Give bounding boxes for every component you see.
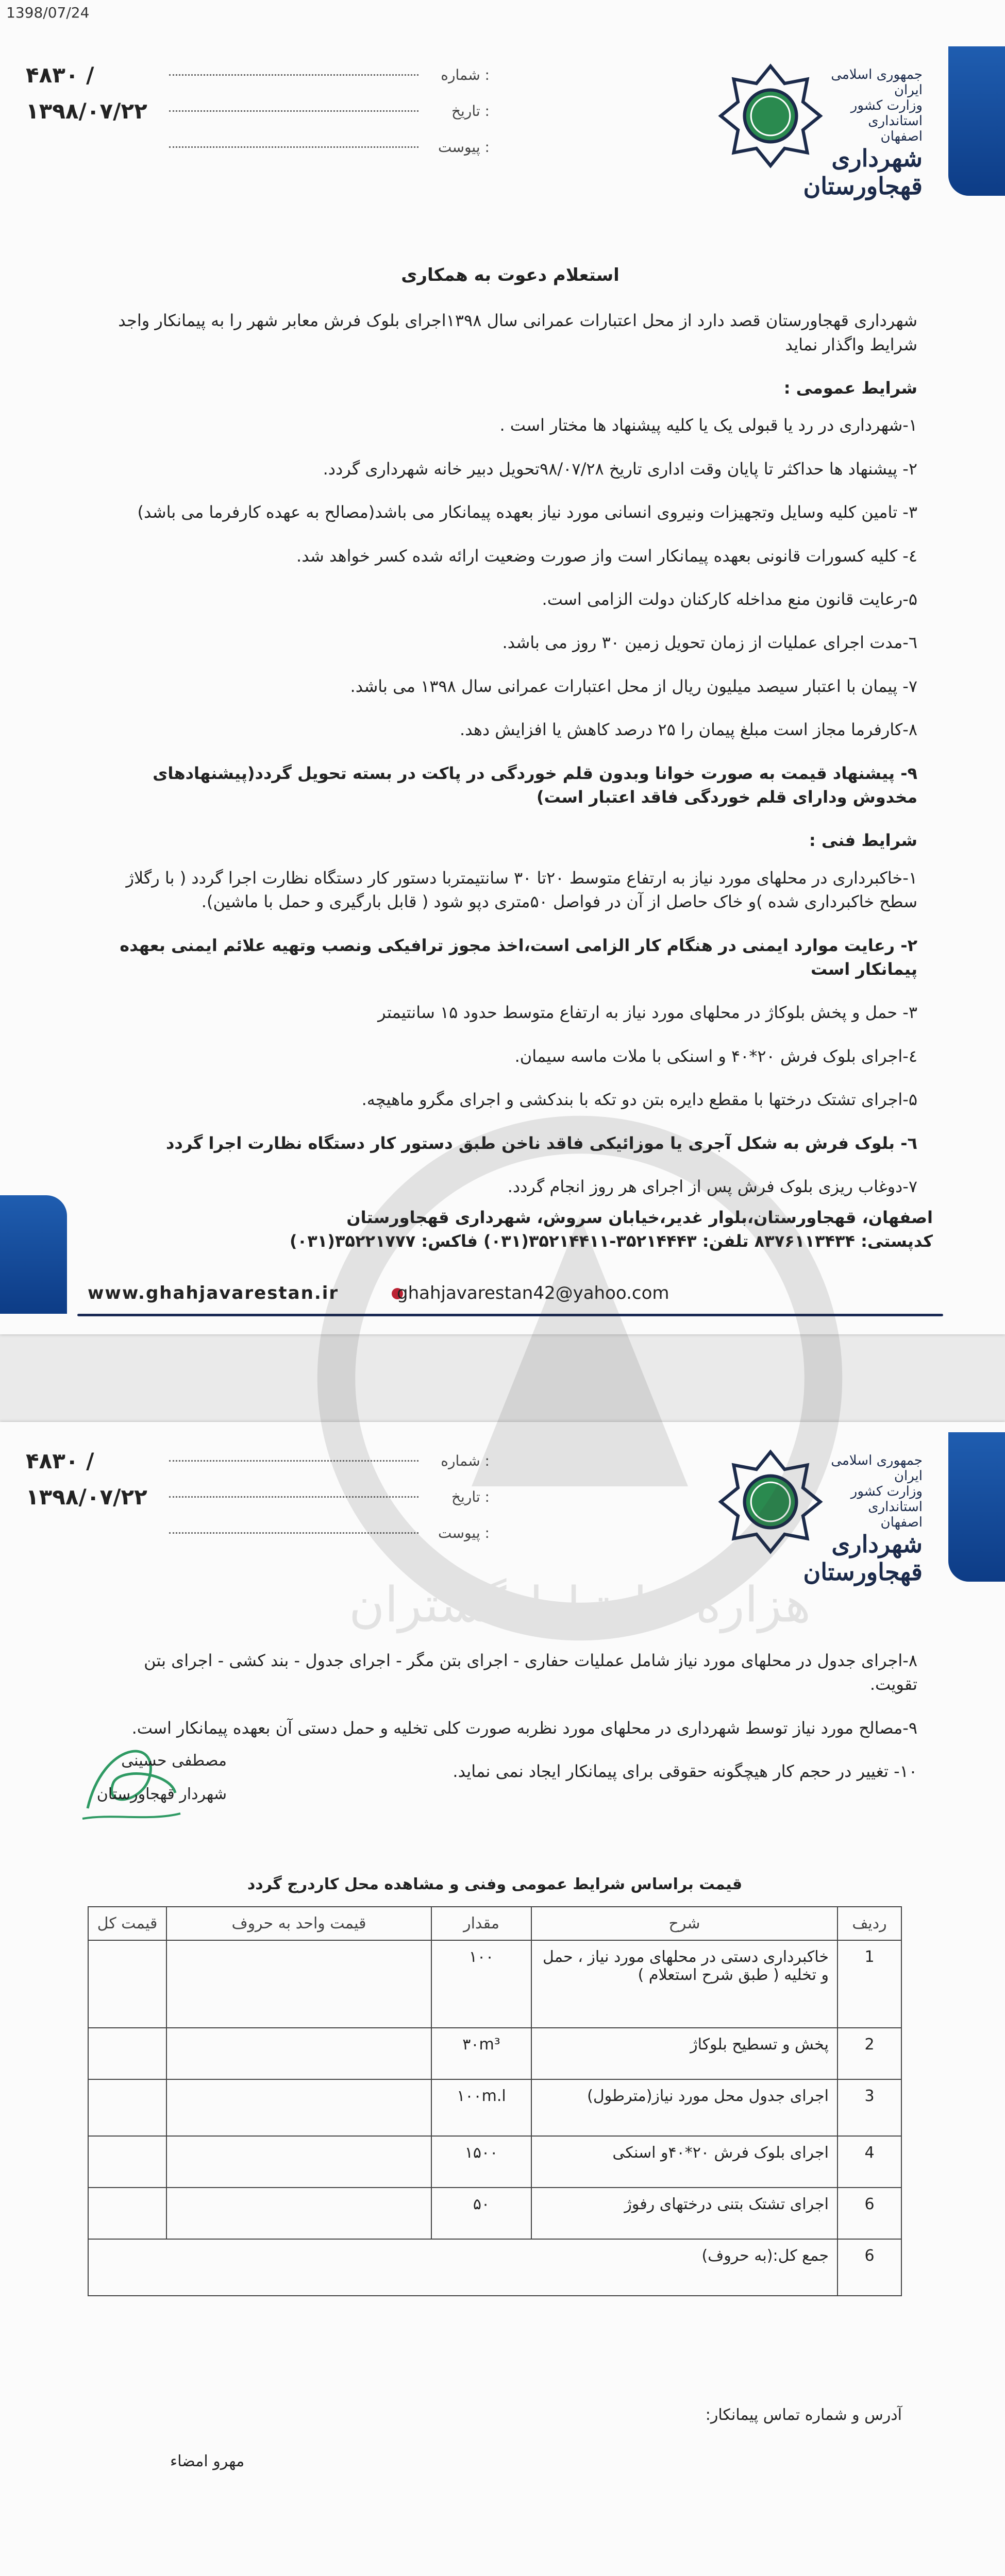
general-item: ٦-مدت اجرای عملیات از زمان تحویل زمین ۳۰ روز می باشد. bbox=[502, 633, 917, 653]
date-label: تاریخ : bbox=[451, 102, 490, 120]
meta-number-row bbox=[26, 57, 490, 93]
row-total-price[interactable] bbox=[88, 2028, 166, 2079]
col-description: شرح bbox=[531, 1907, 837, 1940]
row-unit-price[interactable] bbox=[166, 2188, 431, 2239]
table-row bbox=[88, 2079, 901, 2136]
general-item: ۲- پیشنهاد ها حداکثر تا پایان وقت اداری تاریخ ۹۸/۰۷/۲۸تحویل دبیر خانه شهرداری گردد. bbox=[323, 459, 917, 479]
row-desc: خاکبرداری دستی در محلهای مورد نیاز ، حمل و تخلیه ( طبق شرح استعلام ) bbox=[531, 1940, 837, 2028]
col-quantity: مقدار bbox=[431, 1907, 531, 1940]
row-desc: اجرای بلوک فرش ۲۰*۴۰و اسنکی bbox=[531, 2136, 837, 2188]
signer-block bbox=[62, 1752, 227, 1803]
signer-name: مصطفی حسینی bbox=[121, 1752, 227, 1770]
table-row bbox=[88, 2239, 901, 2296]
technical-heading: شرایط فنی : bbox=[809, 831, 917, 851]
general-item: ۳- تامین کلیه وسایل وتجهیزات ونیروی انسانی مورد نیاز بعهده پیمانکار می باشد(مصالح به عهده کارفرما می باشد) bbox=[137, 502, 917, 522]
row-unit-price[interactable] bbox=[166, 1940, 431, 2028]
org-line3: استانداری اصفهان bbox=[868, 113, 923, 144]
technical-item: ٦- بلوک فرش به شکل آجری یا موزائیکی فاقد ناخن طبق دستور کار دستگاه نظارت اجرا گردد bbox=[165, 1133, 917, 1153]
general-item: ۱-شهرداری در رد یا قبولی یک یا کلیه پیشنهاد ها مختار است . bbox=[499, 415, 917, 435]
contractor-label: آدرس و شماره تماس پیمانکار: bbox=[705, 2406, 902, 2424]
meta-attachment-row bbox=[26, 129, 490, 165]
table-row bbox=[88, 1940, 901, 2028]
row-no: 2 bbox=[837, 2028, 901, 2079]
technical-item: ۵-اجرای تشتک درختها با مقطع دایره بتن دو تکه با بندکشی و اجرای مگرو ماهیچه. bbox=[361, 1090, 917, 1110]
row-total-price[interactable] bbox=[88, 2188, 166, 2239]
meta-number-row bbox=[26, 1443, 490, 1479]
row-qty: ۵۰ bbox=[431, 2188, 531, 2239]
stamp-date: 1398/07/24 bbox=[6, 4, 90, 21]
table-header-row bbox=[88, 1907, 901, 1940]
technical-item: ۱-خاکبرداری در محلهای مورد نیاز به ارتفاع متوسط ۲۰تا ۳۰ سانتیمتربا دستور کار دستگاه نظارت اجرا گردد ( با رگلاژ سطح خاکبرداری شده )و خاک حاصل از آن در فواصل ۵۰متری دپو شود ( قابل بارگیری و حمل با ماشین). bbox=[126, 868, 917, 912]
municipality-emblem-icon bbox=[716, 1448, 825, 1556]
footer-website: www.ghahjavarestan.ir bbox=[88, 1283, 339, 1303]
row-qty: ۳۰m³ bbox=[431, 2028, 531, 2079]
org-line1: جمهوری اسلامی ایران bbox=[831, 67, 923, 98]
footer-contacts-line: کدپستی: ۸۳۷۶۱۱۳۴۳۴ تلفن: ۳۵۲۱۴۴۴۳-۳۵۲۱۴۴۱۱(۰۳۱) فاکس: ۳۵۲۲۱۷۷۷(۰۳۱) bbox=[290, 1231, 933, 1251]
letter-number: ۴۸۳۰ / bbox=[26, 62, 94, 88]
row-no: 3 bbox=[837, 2079, 901, 2136]
footer-rule bbox=[77, 1314, 943, 1316]
technical-item: ۳- حمل و پخش بلوکاژ در محلهای مورد نیاز به ارتفاع متوسط حدود ۱۵ سانتیمتر bbox=[378, 1003, 917, 1023]
meta-date-row bbox=[26, 93, 490, 129]
row-unit-price[interactable] bbox=[166, 2079, 431, 2136]
general-item: ۹- پیشنهاد قیمت به صورت خوانا وبدون قلم خوردگی در پاکت در بسته تحویل گردد(پیشنهادهای مخدوش ودارای قلم خوردگی فاقد اعتبار است) bbox=[153, 763, 917, 807]
general-item: ۸-کارفرما مجاز است مبلغ پیمان را ۲۵ درصد کاهش یا افزایش دهد. bbox=[460, 720, 917, 740]
municipality-emblem-icon bbox=[716, 62, 825, 170]
org-line3: استانداری اصفهان bbox=[868, 1499, 923, 1530]
attachment-label: پیوست : bbox=[438, 138, 490, 156]
row-total-price[interactable] bbox=[88, 2079, 166, 2136]
org-line4: شهرداری قهجاورستان bbox=[803, 1530, 923, 1586]
general-heading: شرایط عمومی : bbox=[783, 378, 917, 398]
letter-meta bbox=[26, 57, 490, 165]
footer-email: ghahjavarestan42@yahoo.com bbox=[397, 1283, 669, 1303]
letter-date: ۱۳۹۸/۰۷/۲۲ bbox=[26, 98, 147, 124]
technical-item: ٤-اجرای بلوک فرش ۲۰*۴۰ و اسنکی با ملات ماسه سیمان. bbox=[514, 1046, 917, 1066]
col-total-price: قیمت کل bbox=[88, 1907, 166, 1940]
row-qty: ۱۵۰۰ bbox=[431, 2136, 531, 2188]
row-qty: ۱۰۰m.l bbox=[431, 2079, 531, 2136]
row-desc: اجرای تشتک بتنی درختهای رفوژ bbox=[531, 2188, 837, 2239]
row-no: 6 bbox=[837, 2239, 901, 2296]
row-no: 4 bbox=[837, 2136, 901, 2188]
footer-address-line: اصفهان، قهجاورستان،بلوار غدیر،خیابان سروش، شهرداری قهجاورستان bbox=[346, 1208, 933, 1227]
meta-attachment-row bbox=[26, 1515, 490, 1551]
row-desc: پخش و تسطیح بلوکاژ bbox=[531, 2028, 837, 2079]
general-item: ۵-رعایت قانون منع مداخله کارکنان دولت الزامی است. bbox=[542, 589, 917, 609]
row-total-price[interactable] bbox=[88, 2136, 166, 2188]
letter-footer bbox=[0, 1195, 1005, 1314]
row-no: 1 bbox=[837, 1940, 901, 2028]
row-no: 6 bbox=[837, 2188, 901, 2239]
org-name-block bbox=[803, 67, 923, 200]
number-label: شماره : bbox=[441, 66, 490, 83]
general-item: ٤- کلیه کسورات قانونی بعهده پیمانکار است واز صورت وضعیت ارائه شده کسر خواهد شد. bbox=[296, 546, 917, 566]
technical-item: ۱۰- تغییر در حجم کار هیچگونه حقوقی برای پیمانکار ایجاد نمی نماید. bbox=[453, 1761, 917, 1782]
technical-item: ۲- رعایت موارد ایمنی در هنگام کار الزامی است،اخذ مجوز ترافیکی ونصب وتهیه علائم ایمنی بعهده پیمانکار است bbox=[120, 935, 917, 979]
org-line2: وزارت کشور bbox=[850, 1484, 923, 1499]
technical-item: ۹-مصالح مورد نیاز توسط شهرداری در محلهای مورد نظربه صورت کلی تخلیه و حمل دستی آن بعهده پیمانکار است. bbox=[131, 1718, 917, 1738]
letter-page-2 bbox=[0, 1422, 1005, 2576]
footer-address bbox=[88, 1206, 933, 1253]
footer-blue-band bbox=[0, 1195, 67, 1314]
table-caption: قیمت براساس شرایط عمومی وفنی و مشاهده محل کاردرج گردد bbox=[247, 1875, 743, 1893]
page1-body bbox=[103, 263, 917, 1218]
general-item: ۷- پیمان با اعتبار سیصد میلیون ریال از محل اعتبارات عمرانی سال ۱۳۹۸ می باشد. bbox=[350, 676, 917, 696]
seal-label: مهرو امضاء bbox=[170, 2452, 245, 2470]
technical-item: ۷-دوغاب ریزی بلوک فرش پس از اجرای هر روز انجام گردد. bbox=[507, 1176, 917, 1196]
header-blue-band bbox=[948, 1432, 1005, 1582]
row-total-price[interactable] bbox=[88, 1940, 166, 2028]
letter-date: ۱۳۹۸/۰۷/۲۲ bbox=[26, 1484, 147, 1510]
table-row bbox=[88, 2028, 901, 2079]
number-label: شماره : bbox=[441, 1452, 490, 1469]
row-unit-price[interactable] bbox=[166, 2028, 431, 2079]
table-row bbox=[88, 2188, 901, 2239]
row-unit-price[interactable] bbox=[166, 2136, 431, 2188]
header-blue-band bbox=[948, 46, 1005, 196]
intro-paragraph: شهرداری قهجاورستان قصد دارد از محل اعتبارات عمرانی سال ۱۳۹۸اجرای بلوک فرش معابر شهر را به پیمانکار واجد شرایط واگذار نماید bbox=[118, 311, 917, 354]
row-qty: ۱۰۰ bbox=[431, 1940, 531, 2028]
col-unit-price-words: قیمت واحد به حروف bbox=[166, 1907, 431, 1940]
meta-date-row bbox=[26, 1479, 490, 1515]
row-desc: جمع کل:(به حروف) bbox=[88, 2239, 837, 2296]
date-label: تاریخ : bbox=[451, 1488, 490, 1505]
org-line2: وزارت کشور bbox=[850, 98, 923, 113]
row-desc: اجرای جدول محل مورد نیاز(مترطول) bbox=[531, 2079, 837, 2136]
technical-item: ۸-اجرای جدول در محلهای مورد نیاز شامل عملیات حفاری - اجرای بتن مگر - اجرای جدول - بند کشی - اجرای بتن تقویت. bbox=[144, 1651, 917, 1694]
attachment-label: پیوست : bbox=[438, 1524, 490, 1541]
letter-number: ۴۸۳۰ / bbox=[26, 1448, 94, 1473]
price-table bbox=[88, 1906, 902, 2296]
table-row bbox=[88, 2136, 901, 2188]
org-line4: شهرداری قهجاورستان bbox=[803, 144, 923, 200]
col-row-number: ردیف bbox=[837, 1907, 901, 1940]
document-title: استعلام دعوت به همکاری bbox=[401, 265, 619, 285]
org-line1: جمهوری اسلامی ایران bbox=[831, 1453, 923, 1484]
signer-title: شهردار قهجاورستان bbox=[96, 1785, 227, 1803]
letter-meta bbox=[26, 1443, 490, 1551]
org-name-block bbox=[803, 1453, 923, 1586]
